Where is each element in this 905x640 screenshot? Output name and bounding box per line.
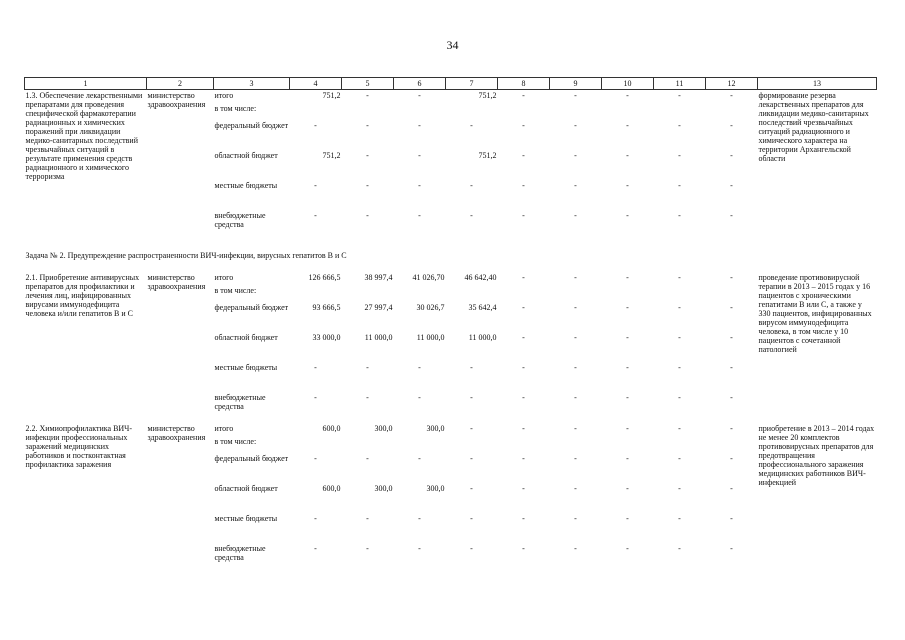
- funding-value: -: [678, 211, 681, 220]
- funding-value: -: [626, 303, 629, 312]
- funding-value: -: [366, 211, 369, 220]
- funding-value: -: [314, 121, 317, 130]
- funding-value: -: [626, 211, 629, 220]
- funding-value: -: [522, 181, 525, 190]
- funding-value: -: [522, 454, 525, 463]
- funding-value: -: [470, 544, 473, 553]
- funding-value: 33 000,0: [312, 333, 341, 342]
- funding-value: -: [730, 363, 733, 372]
- funding-value: -: [678, 91, 681, 100]
- funding-value: -: [626, 333, 629, 342]
- funding-value: -: [678, 544, 681, 553]
- column-number-header: 5: [342, 78, 394, 90]
- funding-value: 126 666,5: [308, 273, 341, 282]
- funding-value: -: [574, 273, 577, 282]
- funding-source-label: областной бюджет: [214, 484, 278, 493]
- funding-source-label: итого: [214, 424, 234, 433]
- expected-result: проведение противовирусной терапии в 2013 – 2015 годах у 16 пациентов с хроническими гепатитами В или С, а также у 330 пациентов, инфицированных вирусом иммунодефицита человека, в том числе у 10 пациентов с сочетанной патологией: [758, 273, 872, 354]
- funding-source: [214, 423, 290, 454]
- funding-value: -: [418, 181, 421, 190]
- funding-value: -: [418, 211, 421, 220]
- including-label: в том числе:: [214, 437, 257, 446]
- funding-source: [214, 121, 290, 151]
- funding-source: [214, 303, 290, 333]
- funding-value: -: [522, 393, 525, 402]
- funding-value: -: [366, 514, 369, 523]
- column-number-header: 2: [147, 78, 214, 90]
- funding-value: -: [522, 424, 525, 433]
- funding-value: -: [626, 363, 629, 372]
- measure-title: 2.2. Химиопрофилактика ВИЧ-инфекции профессиональных заражений медицинских работников и постконтактная профилактика заражения: [25, 424, 133, 469]
- funding-value: -: [574, 211, 577, 220]
- funding-value: -: [626, 121, 629, 130]
- funding-value: -: [574, 181, 577, 190]
- funding-value: -: [574, 514, 577, 523]
- funding-value: -: [730, 273, 733, 282]
- funding-value: -: [730, 484, 733, 493]
- funding-value: 35 642,4: [468, 303, 497, 312]
- funding-value: -: [574, 393, 577, 402]
- funding-value: -: [626, 514, 629, 523]
- funding-value: -: [730, 91, 733, 100]
- funding-value: -: [418, 121, 421, 130]
- funding-value: -: [470, 181, 473, 190]
- funding-value: 600,0: [322, 484, 341, 493]
- funding-value: -: [314, 454, 317, 463]
- funding-row: [25, 423, 877, 454]
- funding-value: -: [626, 181, 629, 190]
- table-body: [25, 90, 877, 575]
- funding-value: -: [522, 544, 525, 553]
- funding-value: -: [366, 393, 369, 402]
- funding-value: -: [470, 121, 473, 130]
- funding-value: -: [678, 273, 681, 282]
- column-number-header: 4: [290, 78, 342, 90]
- funding-value: -: [418, 544, 421, 553]
- funding-source-label: итого: [214, 273, 234, 282]
- column-number-header: 3: [214, 78, 290, 90]
- funding-value: -: [314, 211, 317, 220]
- funding-source-label: федеральный бюджет: [214, 454, 289, 463]
- funding-value: -: [626, 393, 629, 402]
- funding-value: 11 000,0: [364, 333, 393, 342]
- funding-value: -: [470, 393, 473, 402]
- funding-source: [214, 484, 290, 514]
- funding-value: -: [730, 211, 733, 220]
- funding-value: -: [470, 211, 473, 220]
- funding-value: -: [522, 151, 525, 160]
- funding-source-label: внебюджетные средства: [214, 211, 266, 229]
- funding-value: 751,2: [478, 151, 497, 160]
- funding-value: -: [366, 181, 369, 190]
- funding-value: -: [678, 393, 681, 402]
- column-number-header: 7: [446, 78, 498, 90]
- funding-value: 30 026,7: [416, 303, 445, 312]
- funding-value: -: [678, 303, 681, 312]
- funding-source-label: областной бюджет: [214, 151, 278, 160]
- funding-value: -: [522, 484, 525, 493]
- funding-value: 600,0: [322, 424, 341, 433]
- funding-source: [214, 514, 290, 544]
- funding-source-label: внебюджетные средства: [214, 544, 266, 562]
- funding-value: -: [730, 181, 733, 190]
- funding-value: -: [574, 91, 577, 100]
- funding-value: -: [470, 424, 473, 433]
- funding-value: -: [366, 454, 369, 463]
- funding-value: -: [470, 484, 473, 493]
- funding-row: [25, 272, 877, 303]
- funding-value: -: [366, 121, 369, 130]
- funding-value: -: [730, 303, 733, 312]
- column-number-header: 6: [394, 78, 446, 90]
- funding-source-label: местные бюджеты: [214, 181, 278, 190]
- funding-value: -: [626, 273, 629, 282]
- measure-title: 2.1. Приобретение антивирусных препаратов для профилактики и лечения лиц, инфицированных вирусами иммунодефицита человека и/или гепатитов В и С: [25, 273, 140, 318]
- funding-value: -: [314, 393, 317, 402]
- funding-source: [214, 544, 290, 574]
- funding-value: 300,0: [374, 484, 393, 493]
- funding-source: [214, 151, 290, 181]
- funding-value: -: [522, 303, 525, 312]
- funding-value: 751,2: [322, 151, 341, 160]
- funding-value: -: [678, 151, 681, 160]
- expected-result: приобретение в 2013 – 2014 годах не менее 20 комплектов противовирусных препаратов для предотвращения профессионального заражения медицинских работников ВИЧ-инфекцией: [758, 424, 875, 487]
- funding-value: -: [522, 91, 525, 100]
- funding-value: -: [470, 514, 473, 523]
- funding-value: -: [366, 91, 369, 100]
- funding-source: [214, 272, 290, 303]
- funding-value: -: [678, 363, 681, 372]
- column-number-row: [25, 78, 877, 90]
- column-number-header: 13: [758, 78, 877, 90]
- funding-value: -: [678, 454, 681, 463]
- funding-value: -: [314, 544, 317, 553]
- column-number-header: 1: [25, 78, 147, 90]
- funding-value: -: [574, 424, 577, 433]
- funding-value: -: [730, 393, 733, 402]
- funding-value: -: [418, 363, 421, 372]
- program-table: [24, 77, 877, 574]
- funding-source-label: федеральный бюджет: [214, 121, 289, 130]
- funding-source: [214, 333, 290, 363]
- column-number-header: 10: [602, 78, 654, 90]
- funding-value: -: [730, 151, 733, 160]
- funding-row: [25, 90, 877, 122]
- funding-source: [214, 211, 290, 241]
- funding-value: -: [470, 363, 473, 372]
- funding-source-label: внебюджетные средства: [214, 393, 266, 411]
- funding-value: -: [314, 181, 317, 190]
- column-number-header: 11: [654, 78, 706, 90]
- funding-value: -: [522, 121, 525, 130]
- funding-value: -: [626, 484, 629, 493]
- funding-value: -: [418, 91, 421, 100]
- task-title: Задача № 2. Предупреждение распространенности ВИЧ-инфекции, вирусных гепатитов В и С: [25, 251, 347, 260]
- funding-value: -: [626, 91, 629, 100]
- funding-value: -: [626, 151, 629, 160]
- funding-value: 46 642,40: [464, 273, 497, 282]
- funding-value: -: [522, 363, 525, 372]
- funding-source: [214, 454, 290, 484]
- funding-value: 300,0: [426, 484, 445, 493]
- measure-executor: министерство здравоохранения: [147, 91, 206, 109]
- funding-value: 11 000,0: [468, 333, 497, 342]
- funding-source-label: областной бюджет: [214, 333, 278, 342]
- funding-value: -: [678, 121, 681, 130]
- funding-value: -: [418, 151, 421, 160]
- funding-value: -: [574, 484, 577, 493]
- funding-value: -: [470, 454, 473, 463]
- column-number-header: 8: [498, 78, 550, 90]
- funding-value: -: [730, 333, 733, 342]
- measure-executor: министерство здравоохранения: [147, 424, 206, 442]
- funding-value: -: [678, 484, 681, 493]
- funding-value: -: [678, 181, 681, 190]
- funding-value: -: [678, 514, 681, 523]
- funding-source: [214, 393, 290, 423]
- funding-source: [214, 90, 290, 122]
- funding-value: -: [574, 333, 577, 342]
- funding-value: -: [574, 151, 577, 160]
- funding-value: 38 997,4: [364, 273, 393, 282]
- funding-value: -: [522, 273, 525, 282]
- funding-value: -: [418, 514, 421, 523]
- funding-source: [214, 363, 290, 393]
- funding-value: -: [626, 424, 629, 433]
- page-number: 34: [446, 38, 459, 52]
- funding-value: 41 026,70: [412, 273, 445, 282]
- funding-value: 27 997,4: [364, 303, 393, 312]
- funding-value: -: [366, 544, 369, 553]
- funding-value: -: [730, 121, 733, 130]
- funding-value: -: [574, 363, 577, 372]
- including-label: в том числе:: [214, 104, 257, 113]
- funding-value: -: [730, 454, 733, 463]
- funding-value: -: [522, 333, 525, 342]
- measure-title: 1.3. Обеспечение лекарственными препаратами для проведения специфической фармакотерапии радиационных и химических поражений при ликвидации медико-санитарных последствий чрезвычайных ситуаций в результате применения средств радиационного и химического терроризма: [25, 91, 143, 181]
- funding-value: -: [574, 454, 577, 463]
- funding-value: -: [574, 121, 577, 130]
- funding-value: -: [522, 514, 525, 523]
- funding-value: -: [626, 544, 629, 553]
- funding-source-label: федеральный бюджет: [214, 303, 289, 312]
- funding-value: 300,0: [374, 424, 393, 433]
- funding-value: -: [730, 424, 733, 433]
- funding-value: -: [314, 363, 317, 372]
- column-number-header: 12: [706, 78, 758, 90]
- measure-executor: министерство здравоохранения: [147, 273, 206, 291]
- funding-value: 93 666,5: [312, 303, 341, 312]
- funding-value: 751,2: [322, 91, 341, 100]
- task-heading-row: [25, 241, 877, 272]
- funding-value: -: [418, 393, 421, 402]
- funding-value: -: [574, 544, 577, 553]
- funding-value: -: [574, 303, 577, 312]
- expected-result: формирование резерва лекарственных препаратов для ликвидации медико-санитарных последствий чрезвычайных ситуаций радиационного и химического характера на территории Архангельской области: [758, 91, 869, 163]
- funding-value: -: [418, 454, 421, 463]
- funding-source: [214, 181, 290, 211]
- funding-value: -: [626, 454, 629, 463]
- funding-value: -: [678, 333, 681, 342]
- funding-value: -: [366, 363, 369, 372]
- funding-value: 300,0: [426, 424, 445, 433]
- funding-value: 751,2: [478, 91, 497, 100]
- funding-value: 11 000,0: [416, 333, 445, 342]
- funding-source-label: итого: [214, 91, 234, 100]
- funding-value: -: [314, 514, 317, 523]
- funding-value: -: [678, 424, 681, 433]
- funding-source-label: местные бюджеты: [214, 363, 278, 372]
- funding-value: -: [730, 514, 733, 523]
- including-label: в том числе:: [214, 286, 257, 295]
- funding-value: -: [366, 151, 369, 160]
- funding-value: -: [522, 211, 525, 220]
- column-number-header: 9: [550, 78, 602, 90]
- funding-value: -: [730, 544, 733, 553]
- funding-source-label: местные бюджеты: [214, 514, 278, 523]
